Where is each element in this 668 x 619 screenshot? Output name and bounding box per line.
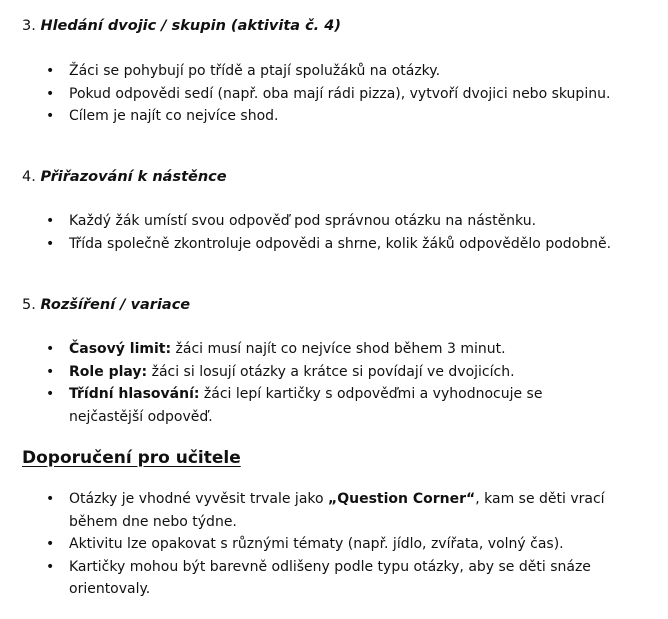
list-item-text: žáci musí najít co nejvíce shod během 3 minut. — [171, 341, 506, 357]
bullet-icon: • — [46, 558, 55, 575]
bullet-icon: • — [46, 363, 55, 380]
bullet-icon: • — [46, 235, 55, 252]
list-item-text: Každý žák umístí svou odpověď pod správnou otázku na nástěnku. — [69, 213, 537, 229]
list-item — [0, 210, 668, 233]
list-item — [0, 488, 668, 533]
section-5-title: Rozšíření / variace — [40, 297, 191, 313]
list-item-text: Kartičky mohou být barevně odlišeny podle typu otázky, aby se děti snáze orientovaly. — [69, 558, 591, 597]
section-5-number: 5. — [22, 297, 36, 313]
section-4-number: 4. — [22, 169, 36, 185]
list-item — [0, 233, 668, 256]
list-item-text: Aktivitu lze opakovat s různými tématy (např. jídlo, zvířata, volný čas). — [69, 536, 564, 552]
list-item — [0, 338, 668, 361]
bullet-icon: • — [46, 536, 55, 552]
list-item-text: Cílem je najít co nejvíce shod. — [69, 108, 279, 124]
list-item-text-cont: , kam se děti vrací během dne nebo týdne. — [69, 491, 605, 530]
bullet-icon: • — [46, 108, 55, 124]
bullet-icon: • — [46, 63, 55, 79]
section-5-heading — [22, 295, 190, 315]
question-corner-label: „Question Corner“ — [328, 491, 476, 507]
list-item — [0, 83, 668, 106]
recommendations-list — [0, 488, 668, 601]
bullet-icon: • — [46, 85, 55, 102]
section-4-list — [0, 210, 668, 255]
recommendations-title: Doporučení pro učitele — [22, 448, 241, 468]
list-item-text: žáci si losují otázky a krátce si povídají ve dvojicích. — [147, 363, 515, 380]
section-3-heading — [22, 16, 341, 36]
bullet-icon: • — [46, 341, 55, 357]
bullet-icon: • — [46, 386, 55, 402]
list-item-label: Časový limit: — [69, 341, 172, 357]
list-item — [0, 105, 668, 128]
section-3-number: 3. — [22, 18, 36, 34]
list-item — [0, 556, 668, 601]
bullet-icon: • — [46, 491, 55, 507]
bullet-icon: • — [46, 213, 55, 229]
section-3-list — [0, 60, 668, 128]
section-5-list — [0, 338, 668, 428]
section-3-title: Hledání dvojic / skupin (aktivita č. 4) — [40, 18, 341, 34]
list-item-label: Třídní hlasování: — [69, 386, 200, 402]
list-item-text: žáci lepí kartičky s odpověďmi a vyhodnocuje se nejčastější odpověď. — [69, 386, 543, 425]
list-item-text: Žáci se pohybují po třídě a ptají spolužáků na otázky. — [69, 63, 441, 79]
list-item — [0, 383, 668, 428]
list-item-text: Otázky je vhodné vyvěsit trvale jako — [69, 491, 329, 507]
list-item — [0, 533, 668, 556]
list-item-text: Třída společně zkontroluje odpovědi a shrne, kolik žáků odpovědělo podobně. — [69, 235, 612, 252]
section-4-heading — [22, 167, 227, 187]
section-4-title: Přiřazování k nástěnce — [40, 169, 227, 185]
list-item — [0, 361, 668, 384]
list-item-text: Pokud odpovědi sedí (např. oba mají rádi pizza), vytvoří dvojici nebo skupinu. — [69, 85, 611, 102]
list-item — [0, 60, 668, 83]
list-item-label: Role play: — [69, 363, 148, 380]
